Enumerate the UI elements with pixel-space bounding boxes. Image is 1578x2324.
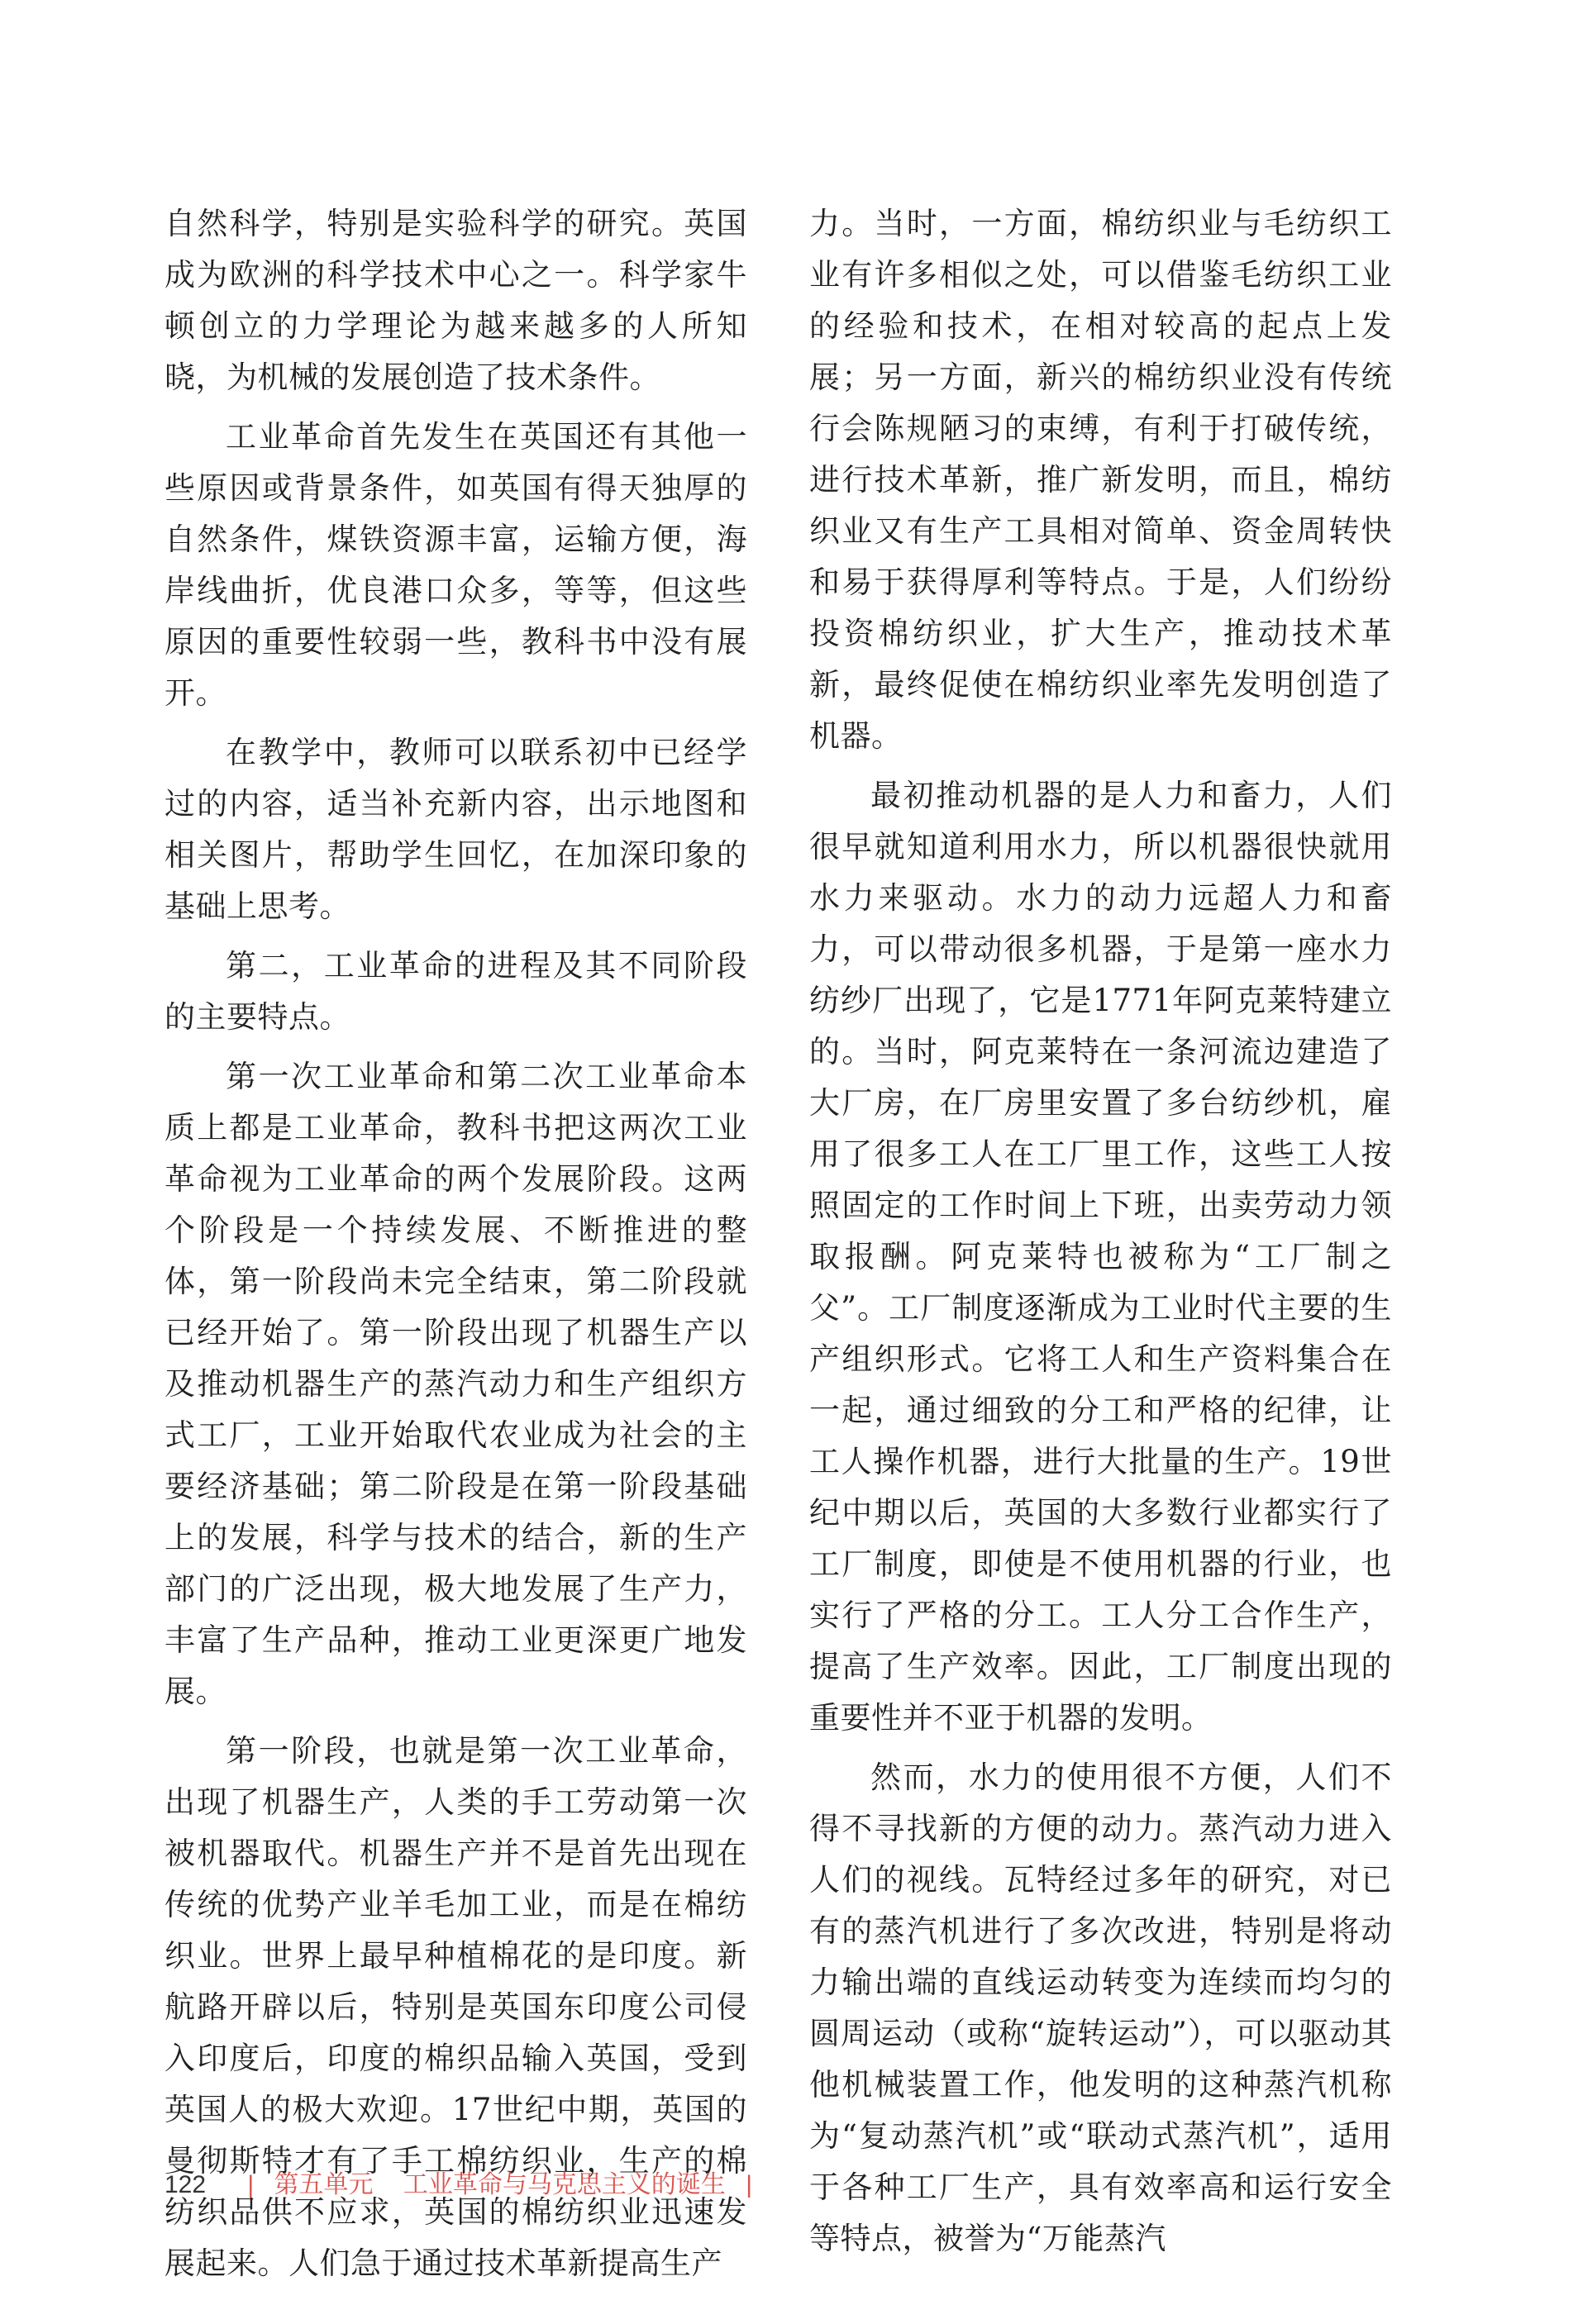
- page-footer: [164, 2169, 765, 2202]
- paragraph: 第一次工业革命和第二次工业革命本质上都是工业革命，教科书把这两次工业革命视为工业革命的两个发展阶段。这两个阶段是一个持续发展、不断推进的整体，第一阶段尚未完全结束，第二阶段就已经开始了。第一阶段出现了机器生产以及推动机器生产的蒸汽动力和生产组织方式工厂，工业开始取代农业成为社会的主要经济基础；第二阶段是在第一阶段基础上的发展，科学与技术的结合，新的生产部门的广泛出现，极大地发展了生产力，丰富了生产品种，推动工业更深更广地发展。: [164, 1059, 747, 1709]
- paragraph: 最初推动机器的是人力和畜力，人们很早就知道利用水力，所以机器很快就用水力来驱动。水力的动力远超人力和畜力，可以带动很多机器，于是第一座水力纺纱厂出现了，它是1771年阿克莱特建立的。当时，阿克莱特在一条河流边建造了大厂房，在厂房里安置了多台纺纱机，雇用了很多工人在工厂里工作，这些工人按照固定的工作时间上下班，出卖劳动力领取报酬。阿克莱特也被称为“工厂制之父”。工厂制度逐渐成为工业时代主要的生产组织形式。它将工人和生产资料集合在一起，通过细致的分工和严格的纪律，让工人操作机器，进行大批量的生产。19世纪中期以后，英国的大多数行业都实行了工厂制度，即使是不使用机器的行业，也实行了严格的分工。工人分工合作生产，提高了生产效率。因此，工厂制度出现的重要性并不亚于机器的发明。: [809, 778, 1392, 1736]
- paragraph: 工业革命首先发生在英国还有其他一些原因或背景条件，如英国有得天独厚的自然条件，煤铁资源丰富，运输方便，海岸线曲折，优良港口众多，等等，但这些原因的重要性较弱一些，教科书中没有展开。: [164, 419, 747, 711]
- book-page: [20, 20, 1558, 2304]
- paragraph: 力。当时，一方面，棉纺织业与毛纺织工业有许多相似之处，可以借鉴毛纺织工业的经验和技术，在相对较高的起点上发展；另一方面，新兴的棉纺织业没有传统行会陈规陋习的束缚，有利于打破传统，进行技术革新，推广新发明，而且，棉纺织业又有生产工具相对简单、资金周转快和易于获得厚利等特点。于是，人们纷纷投资棉纺织业，扩大生产，推动技术革新，最终促使在棉纺织业率先发明创造了机器。: [809, 206, 1392, 754]
- footer-separator: |: [746, 2171, 753, 2198]
- chapter-title: 工业革命与马克思主义的诞生: [403, 2171, 726, 2198]
- unit-label: 第五单元: [274, 2171, 374, 2198]
- left-column: [164, 198, 747, 2298]
- page-number: 122: [164, 2171, 207, 2198]
- footer-separator: |: [247, 2171, 255, 2198]
- paragraph: 第二，工业革命的进程及其不同阶段的主要特点。: [164, 948, 747, 1035]
- paragraph: 然而，水力的使用很不方便，人们不得不寻找新的方便的动力。蒸汽动力进入人们的视线。瓦特经过多年的研究，对已有的蒸汽机进行了多次改进，特别是将动力输出端的直线运动转变为连续而均匀的圆周运动（或称“旋转运动”），可以驱动其他机械装置工作，他发明的这种蒸汽机称为“复动蒸汽机”或“联动式蒸汽机”，适用于各种工厂生产，具有效率高和运行安全等特点，被誉为“万能蒸汽: [809, 1760, 1392, 2256]
- paragraph: 在教学中，教师可以联系初中已经学过的内容，适当补充新内容，出示地图和相关图片，帮助学生回忆，在加深印象的基础上思考。: [164, 735, 747, 924]
- paragraph: 第一阶段，也就是第一次工业革命，出现了机器生产，人类的手工劳动第一次被机器取代。机器生产并不是首先出现在传统的优势产业羊毛加工业，而是在棉纺织业。世界上最早种植棉花的是印度。新航路开辟以后，特别是英国东印度公司侵入印度后，印度的棉织品输入英国，受到英国人的极大欢迎。17世纪中期，英国的曼彻斯特才有了手工棉纺织业，生产的棉纺织品供不应求，英国的棉纺织业迅速发展起来。人们急于通过技术革新提高生产: [164, 1733, 747, 2281]
- paragraph: 自然科学，特别是实验科学的研究。英国成为欧洲的科学技术中心之一。科学家牛顿创立的力学理论为越来越多的人所知晓，为机械的发展创造了技术条件。: [164, 206, 747, 395]
- right-column: [809, 198, 1392, 2273]
